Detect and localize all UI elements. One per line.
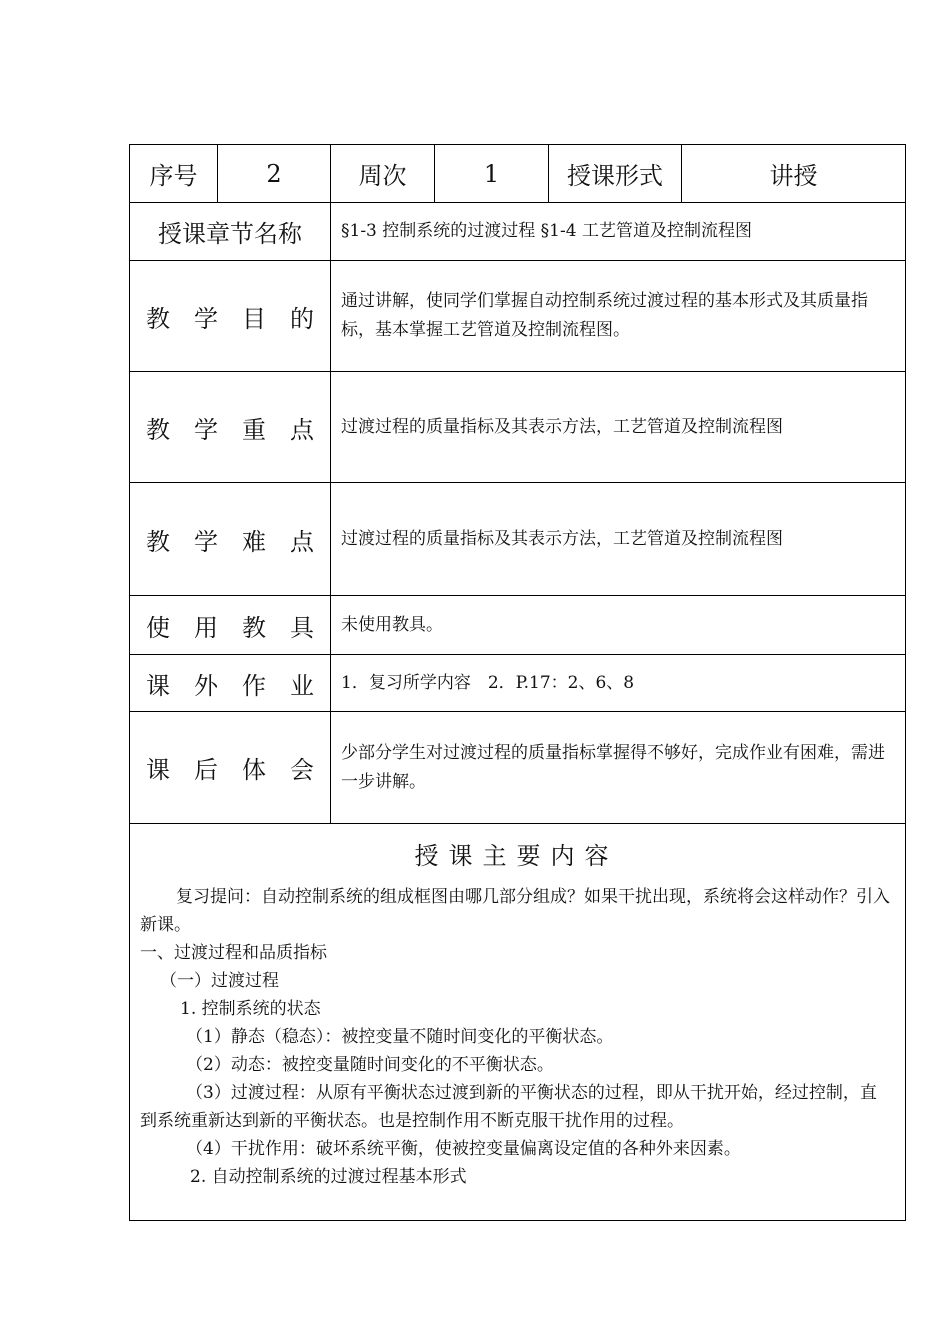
key-points-value: 过渡过程的质量指标及其表示方法，工艺管道及控制流程图 [331,372,906,483]
difficulties-value: 过渡过程的质量指标及其表示方法，工艺管道及控制流程图 [331,483,906,596]
section-heading: 一、过渡过程和品质指标 [140,943,327,963]
review-paragraph: 复习提问：自动控制系统的组成框图由哪几部分组成？如果干扰出现，系统将会这样动作？引入新课。 [140,887,890,935]
tools-label: 使 用 教 具 [130,596,331,655]
form-label: 授课形式 [549,145,682,203]
seq-label: 序号 [130,145,218,203]
reflection-row [130,712,906,824]
objective-value: 通过讲解，使同学们掌握自动控制系统过渡过程的基本形式及其质量指标，基本掌握工艺管道及控制流程图。 [331,261,906,372]
main-content-row [130,824,906,1221]
homework-value: 1．复习所学内容 2．P.17：2、6、8 [331,655,906,712]
difficulties-row [130,483,906,596]
homework-row [130,655,906,712]
list-item: （2）动态：被控变量随时间变化的不平衡状态。 [186,1055,554,1075]
chapter-row [130,203,906,261]
tools-value: 未使用教具。 [331,596,906,655]
key-points-label: 教 学 重 点 [130,372,331,483]
lesson-plan-table [129,144,906,1221]
homework-label: 课 外 作 业 [130,655,331,712]
difficulties-label: 教 学 难 点 [130,483,331,596]
header-row [130,145,906,203]
form-value: 讲授 [682,145,906,203]
subsection-heading: （一）过渡过程 [160,971,279,991]
list-item: （3）过渡过程：从原有平衡状态过渡到新的平衡状态的过程，即从干扰开始，经过控制，直到系统重新达到新的平衡状态。也是控制作用不断克服干扰作用的过程。 [140,1083,877,1131]
week-value: 1 [435,145,549,203]
list-item: （4）干扰作用：破坏系统平衡，使被控变量偏离设定值的各种外来因素。 [186,1139,741,1159]
reflection-label: 课 后 体 会 [130,712,331,824]
tools-row [130,596,906,655]
main-content-cell [130,824,906,1221]
list-item: （1）静态（稳态）：被控变量不随时间变化的平衡状态。 [186,1027,614,1047]
seq-value: 2 [218,145,331,203]
chapter-value: §1-3 控制系统的过渡过程 §1-4 工艺管道及控制流程图 [331,203,906,261]
chapter-label: 授课章节名称 [130,203,331,261]
objective-label: 教 学 目 的 [130,261,331,372]
reflection-value: 少部分学生对过渡过程的质量指标掌握得不够好，完成作业有困难，需进一步讲解。 [331,712,906,824]
week-label: 周次 [331,145,435,203]
key-points-row [130,372,906,483]
main-content-title: 授课主要内容 [414,842,619,870]
topic-heading: 2. 自动控制系统的过渡过程基本形式 [190,1167,467,1187]
topic-heading: 1. 控制系统的状态 [180,999,321,1019]
objective-row [130,261,906,372]
